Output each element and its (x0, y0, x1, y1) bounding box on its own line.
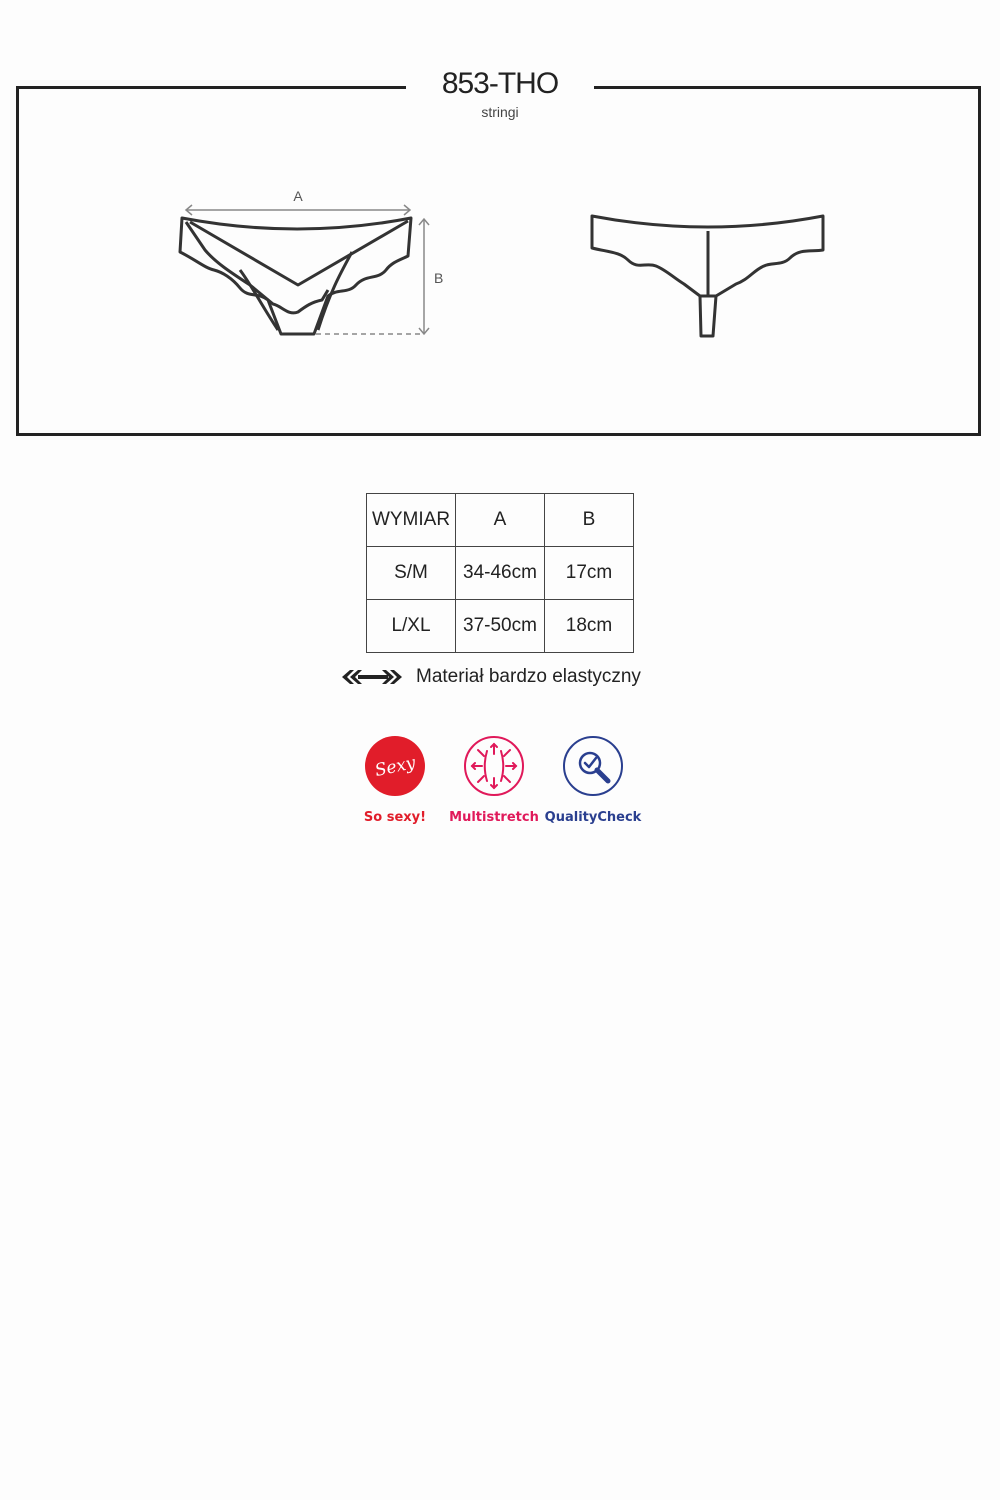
product-code: 853-THO (441, 67, 559, 100)
table-cell: 37-50cm (456, 600, 545, 653)
stretch-arrows-icon (340, 667, 404, 687)
badge-quality-check (538, 735, 648, 825)
table-cell: 34-46cm (456, 547, 545, 600)
product-drawings (0, 0, 1000, 440)
sexy-icon-text: Sexy (373, 752, 418, 782)
stretch-note (340, 664, 641, 690)
dimension-b-label: B (434, 270, 444, 286)
quality-check-icon (562, 735, 624, 797)
sexy-icon (364, 735, 426, 797)
table-header-cell: B (545, 494, 634, 547)
badge-label: So sexy! (363, 810, 427, 825)
front-view-drawing (180, 218, 411, 334)
table-cell: S/M (367, 547, 456, 600)
table-cell: 17cm (545, 547, 634, 600)
table-header-cell: WYMIAR (367, 494, 456, 547)
stretch-note-text: Materiał bardzo elastyczny (416, 666, 641, 687)
dimension-a (186, 205, 410, 215)
badge-so-sexy (340, 735, 450, 825)
table-header-cell: A (456, 494, 545, 547)
dimension-a-label: A (293, 188, 303, 204)
table-header-row (367, 494, 634, 547)
table-row (367, 547, 634, 600)
badge-multistretch (439, 735, 549, 825)
badge-label: Multistretch (449, 810, 539, 825)
product-type: stringi (481, 104, 519, 120)
table-cell: 18cm (545, 600, 634, 653)
badge-label: QualityCheck (544, 810, 642, 825)
multistretch-icon (463, 735, 525, 797)
back-view-drawing (592, 216, 823, 336)
size-table (366, 493, 634, 653)
table-row (367, 600, 634, 653)
table-cell: L/XL (367, 600, 456, 653)
